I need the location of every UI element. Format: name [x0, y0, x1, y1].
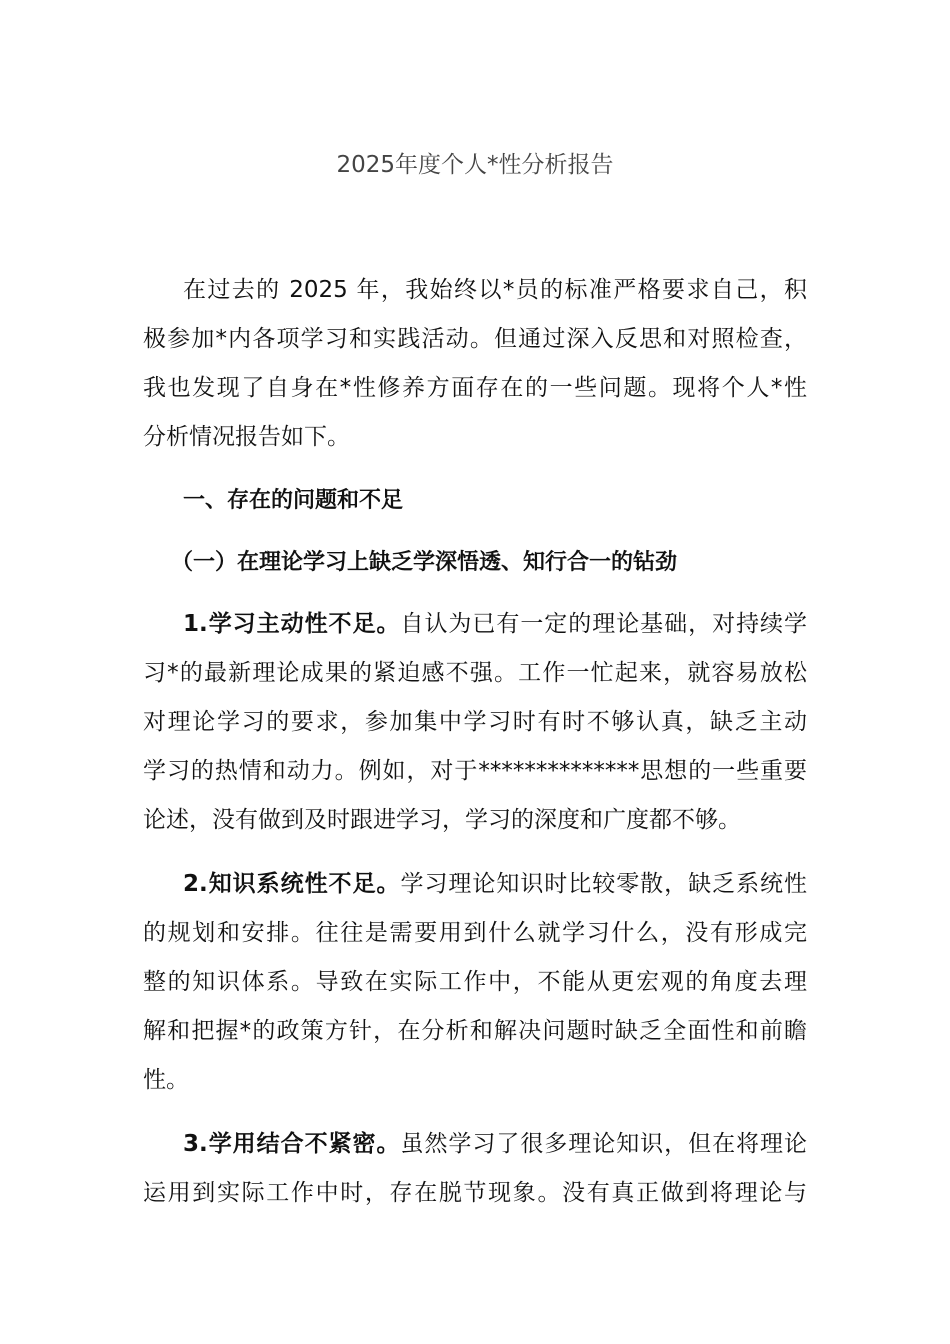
text-line: 论述，没有做到及时跟进学习，学习的深度和广度都不够。	[143, 807, 741, 833]
text-line	[143, 1120, 807, 1169]
section-heading-text: 一、存在的问题和不足	[183, 488, 404, 513]
intro-paragraph	[143, 266, 807, 462]
item-lead: 2.知识系统性不足。	[183, 871, 401, 897]
item-lead: 3.学用结合不紧密。	[183, 1131, 401, 1157]
text-line	[143, 600, 807, 649]
text-line: 整的知识体系。导致在实际工作中，不能从更宏观的角度去理	[143, 969, 807, 995]
text-line: 分析情况报告如下。	[143, 424, 350, 450]
text-line: 性。	[143, 1067, 189, 1093]
item-text: 学习理论知识时比较零散，缺乏系统性	[400, 871, 807, 897]
item-paragraph-3	[143, 1120, 807, 1218]
subsection-heading	[143, 538, 807, 587]
item-lead: 1.学习主动性不足。	[183, 611, 401, 637]
text-line	[143, 860, 807, 909]
text-line: 极参加*内各项学习和实践活动。但通过深入反思和对照检查，	[143, 326, 807, 352]
document-title: 2025年度个人*性分析报告	[336, 152, 614, 178]
subsection-heading-text: （一）在理论学习上缺乏学深悟透、知行合一的钻劲	[171, 550, 678, 575]
text-line: 学习的热情和动力。例如，对于**************思想的一些重要	[143, 758, 807, 784]
item-text: 自认为已有一定的理论基础，对持续学	[400, 611, 807, 637]
item-paragraph-2	[143, 860, 807, 1105]
text-line: 在过去的 2025 年，我始终以*员的标准严格要求自己，积	[183, 277, 807, 303]
text-line: 运用到实际工作中时，存在脱节现象。没有真正做到将理论与	[143, 1180, 807, 1206]
item-text: 虽然学习了很多理论知识，但在将理论	[400, 1131, 807, 1157]
item-paragraph-1	[143, 600, 807, 845]
section-heading	[143, 476, 807, 525]
text-line: 习*的最新理论成果的紧迫感不强。工作一忙起来，就容易放松	[143, 660, 807, 686]
text-line: 的规划和安排。往往是需要用到什么就学习什么，没有形成完	[143, 920, 807, 946]
text-line: 我也发现了自身在*性修养方面存在的一些问题。现将个人*性	[143, 375, 807, 401]
text-line: 对理论学习的要求，参加集中学习时有时不够认真，缺乏主动	[143, 709, 807, 735]
text-line: 解和把握*的政策方针，在分析和解决问题时缺乏全面性和前瞻	[143, 1018, 807, 1044]
